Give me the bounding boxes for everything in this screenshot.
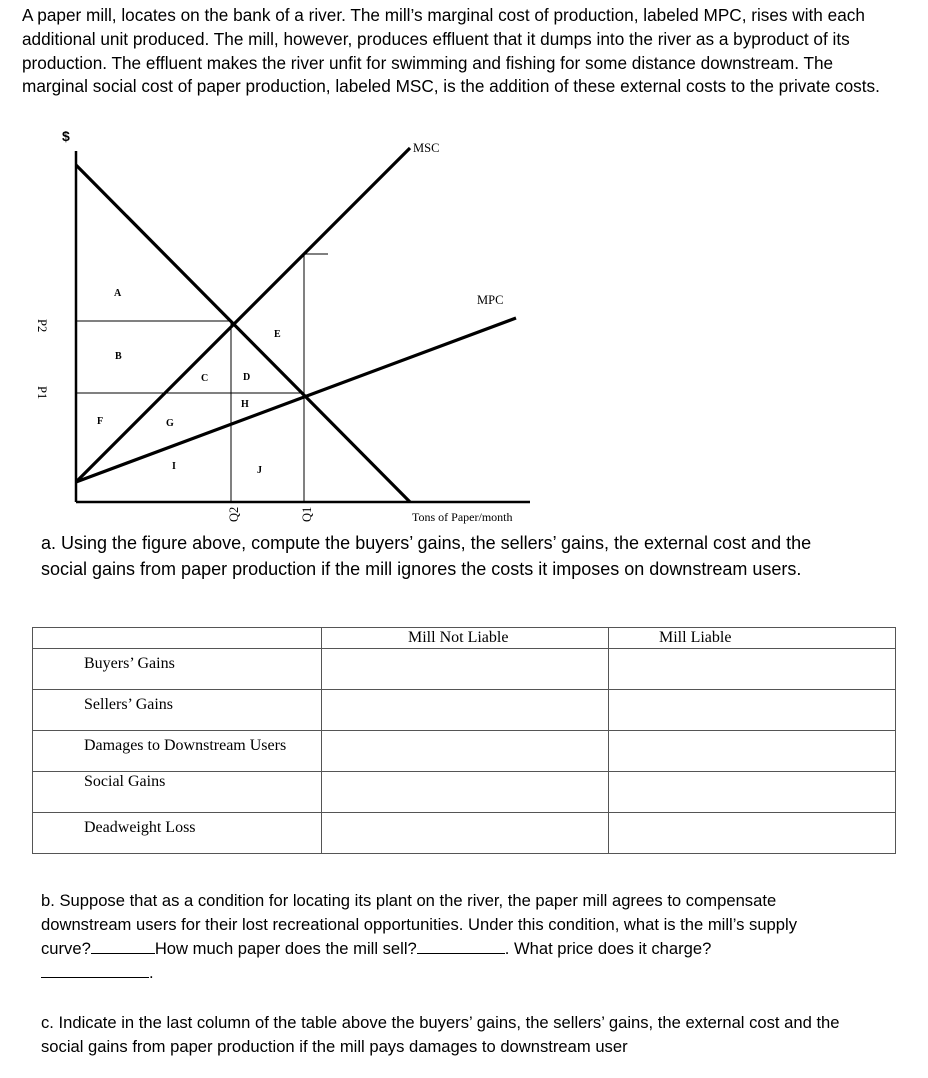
area-label-i: I bbox=[172, 461, 176, 472]
answer-cell-not-liable[interactable] bbox=[322, 772, 609, 813]
price-blank[interactable] bbox=[41, 962, 149, 978]
area-label-c: C bbox=[201, 373, 209, 384]
question-b-end: . bbox=[149, 963, 154, 982]
answer-cell-not-liable[interactable] bbox=[322, 731, 609, 772]
row-label: Sellers’ Gains bbox=[33, 690, 322, 731]
answer-cell-liable[interactable] bbox=[609, 772, 896, 813]
row-label: Buyers’ Gains bbox=[33, 649, 322, 690]
mpc-label: MPC bbox=[477, 293, 504, 307]
mpc-curve bbox=[76, 318, 516, 482]
area-label-g: G bbox=[166, 418, 174, 429]
problem-intro: A paper mill, locates on the bank of a river. The mill’s marginal cost of production, labeled MPC, rises with each additional unit produced. The mill, however, produces effluent that it dumps into the river as a byproduct of its production. The effluent makes the river unfit for swimming and fishing for some distance downstream. The marginal social cost of paper production, labeled MSC, is the addition of these external costs to the private costs. bbox=[22, 5, 880, 97]
supply-curve-blank[interactable] bbox=[91, 938, 155, 954]
area-label-e: E bbox=[274, 329, 281, 340]
question-a: a. Using the figure above, compute the buyers’ gains, the sellers’ gains, the external cost and the social gains from paper production if the mill ignores the costs it imposes on downstream users. bbox=[41, 533, 812, 579]
table-row bbox=[33, 649, 896, 690]
area-label-d: D bbox=[243, 372, 251, 383]
question-c: c. Indicate in the last column of the table above the buyers’ gains, the sellers’ gains, the external cost and the social gains from paper production if the mill pays damages to downstream user bbox=[41, 1013, 840, 1056]
msc-curve bbox=[76, 148, 410, 482]
answer-cell-liable[interactable] bbox=[609, 649, 896, 690]
table-row bbox=[33, 731, 896, 772]
question-b bbox=[41, 889, 851, 985]
x-tick-q2: Q2 bbox=[227, 506, 241, 522]
msc-label: MSC bbox=[413, 141, 440, 155]
x-axis-label: Tons of Paper/month bbox=[412, 510, 513, 524]
y-tick-p1: P1 bbox=[35, 386, 49, 400]
area-label-j: J bbox=[257, 465, 262, 476]
header-mill-not-liable: Mill Not Liable bbox=[322, 628, 609, 649]
question-b-part1: b. Suppose that as a condition for locating its plant on the river, the paper mill agrees to compensate downstream users for their lost recreational opportunities. Under this condition, what is the mill’s supply curve? bbox=[41, 891, 797, 958]
y-tick-p2: P2 bbox=[35, 319, 49, 333]
question-b-part3: . What price does it charge? bbox=[504, 939, 712, 958]
demand-curve bbox=[76, 165, 410, 502]
table-row bbox=[33, 813, 896, 854]
answer-cell-not-liable[interactable] bbox=[322, 649, 609, 690]
area-label-h: H bbox=[241, 399, 249, 410]
area-label-a: A bbox=[114, 288, 122, 299]
y-axis-label: $ bbox=[62, 128, 70, 144]
answer-cell-not-liable[interactable] bbox=[322, 690, 609, 731]
x-tick-q1: Q1 bbox=[300, 506, 314, 522]
header-mill-liable: Mill Liable bbox=[609, 628, 896, 649]
answer-cell-liable[interactable] bbox=[609, 731, 896, 772]
area-label-b: B bbox=[115, 351, 122, 362]
row-label: Social Gains bbox=[33, 772, 322, 813]
answer-cell-liable[interactable] bbox=[609, 813, 896, 854]
answer-cell-not-liable[interactable] bbox=[322, 813, 609, 854]
row-label: Deadweight Loss bbox=[33, 813, 322, 854]
area-label-f: F bbox=[97, 416, 104, 427]
row-label: Damages to Downstream Users bbox=[33, 731, 322, 772]
header-cell-empty bbox=[33, 628, 322, 649]
quantity-blank[interactable] bbox=[417, 938, 505, 954]
table-header-row bbox=[33, 628, 896, 649]
gains-table bbox=[32, 627, 896, 854]
answer-cell-liable[interactable] bbox=[609, 690, 896, 731]
table-row bbox=[33, 690, 896, 731]
question-b-part2: How much paper does the mill sell? bbox=[154, 939, 417, 958]
table-row bbox=[33, 772, 896, 813]
